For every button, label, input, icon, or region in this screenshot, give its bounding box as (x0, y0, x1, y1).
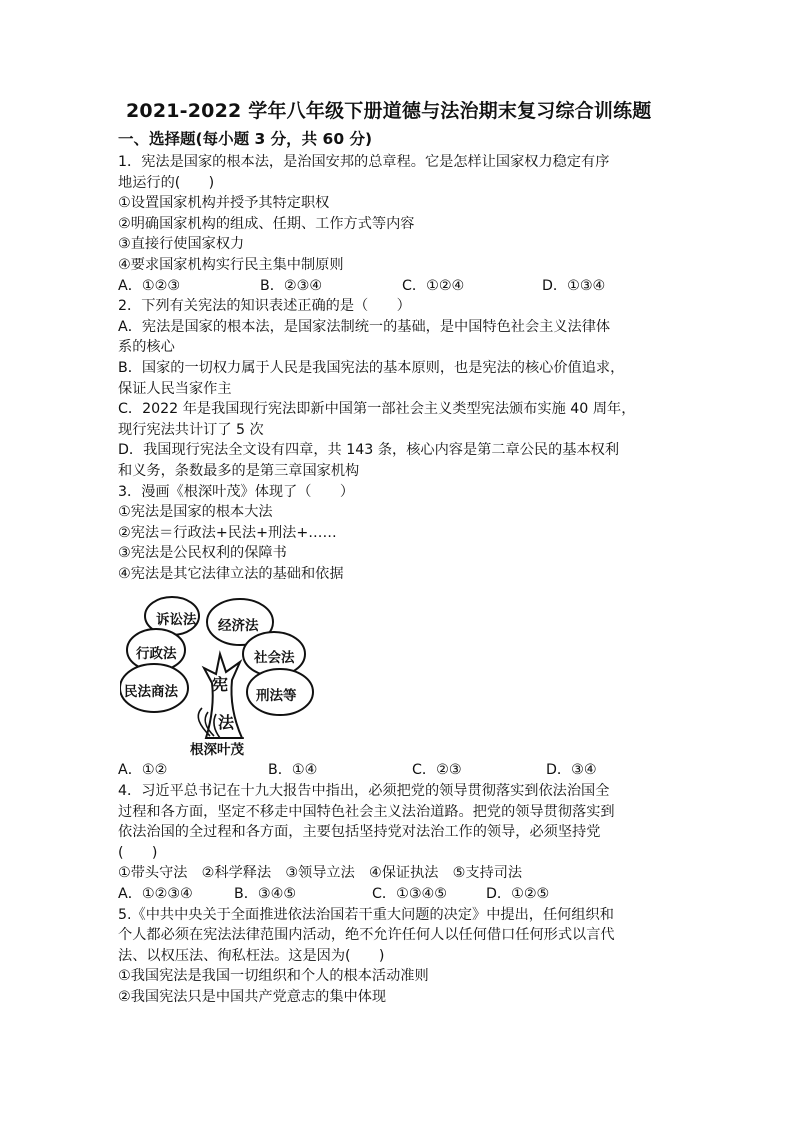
question-3 (118, 482, 688, 782)
q1-option-c[interactable]: C．①②④ (402, 277, 465, 294)
tree-label-administrative: 行政法 (136, 646, 177, 663)
q1-item-1: ①设置国家机构并授予其特定职权 (118, 195, 330, 212)
tree-label-social: 社会法 (254, 650, 295, 667)
q1-stem-line-2: 地运行的( ) (118, 174, 215, 191)
tree-caption: 根深叶茂 (190, 742, 244, 759)
tree-label-criminal: 刑法等 (256, 688, 297, 705)
question-1 (118, 152, 688, 296)
q2-option-c-line-1[interactable]: C．2022 年是我国现行宪法即新中国第一部社会主义类型宪法颁布实施 40 周年， (118, 401, 636, 418)
q4-options (118, 884, 688, 905)
q4-option-b[interactable]: B．③④⑤ (234, 886, 297, 903)
q3-option-b[interactable]: B．①④ (268, 762, 318, 779)
q4-option-c[interactable]: C．①③④⑤ (372, 886, 447, 903)
q1-item-2: ②明确国家机构的组成、任期、工作方式等内容 (118, 215, 415, 232)
q3-option-c[interactable]: C．②③ (412, 762, 462, 779)
q3-item-1: ①宪法是国家的根本大法 (118, 504, 273, 521)
tree-label-litigation: 诉讼法 (156, 612, 197, 629)
exam-page (118, 96, 688, 1008)
q5-item-1: ①我国宪法是我国一切组织和个人的根本活动准则 (118, 968, 429, 985)
question-5 (118, 905, 688, 1008)
tree-cartoon (120, 588, 320, 758)
q1-option-a[interactable]: A．①②③ (118, 277, 181, 294)
tree-label-civil-commercial: 民法商法 (124, 684, 178, 701)
q5-item-2: ②我国宪法只是中国共产党意志的集中体现 (118, 989, 387, 1005)
exam-title: 2021-2022 学年八年级下册道德与法治期末复习综合训练题 (126, 100, 652, 122)
q1-item-3: ③直接行使国家权力 (118, 236, 245, 253)
q5-stem-line-3: 法、以权压法、徇私枉法。这是因为( ) (118, 947, 385, 964)
q2-option-b-line-2: 保证人民当家作主 (118, 380, 232, 397)
q2-option-d-line-1[interactable]: D．我国现行宪法全文设有四章，共 143 条，核心内容是第二章公民的基本权利 (118, 442, 620, 459)
q3-item-4: ④宪法是其它法律立法的基础和依据 (118, 565, 344, 582)
question-4 (118, 781, 688, 905)
q1-stem-line-1: 1．宪法是国家的根本法，是治国安邦的总章程。它是怎样让国家权力稳定有序 (118, 154, 610, 170)
q4-stem-line-3: 依法治国的全过程和各方面，主要包括坚持党对法治工作的领导，必须坚持党 (118, 824, 601, 841)
q2-option-a-line-1[interactable]: A．宪法是国家的根本法，是国家法制统一的基础，是中国特色社会主义法律体 (118, 318, 611, 335)
tree-label-economic: 经济法 (218, 618, 259, 635)
q5-stem-line-1: 5.《中共中央关于全面推进依法治国若干重大问题的决定》中提出，任何组织和 (118, 906, 614, 923)
q2-stem: 2．下列有关宪法的知识表述正确的是（ ） (118, 298, 411, 315)
q2-option-a-line-2: 系的核心 (118, 339, 175, 356)
q4-stem-line-2: 过程和各方面，坚定不移走中国特色社会主义法治道路。把党的领导贯彻落实到 (118, 803, 615, 820)
q1-option-b[interactable]: B．②③④ (260, 277, 323, 294)
q3-item-3: ③宪法是公民权利的保障书 (118, 545, 287, 562)
tree-trunk-char-1: 宪 (212, 675, 229, 695)
question-2 (118, 296, 688, 481)
q1-option-d[interactable]: D．①③④ (542, 277, 606, 294)
q3-option-a[interactable]: A．①② (118, 762, 168, 779)
q4-option-d[interactable]: D．①②⑤ (486, 886, 550, 903)
q4-stem-line-1: 4．习近平总书记在十九大报告中指出，必须把党的领导贯彻落实到依法治国全 (118, 783, 610, 800)
q1-options (118, 276, 688, 297)
q2-option-d-line-2: 和义务，条数最多的是第三章国家机构 (118, 462, 360, 479)
q4-stem-line-4: ( ) (118, 844, 158, 861)
q3-options (118, 760, 688, 781)
tree-trunk-char-2: 法 (218, 713, 235, 733)
section-heading: 一、选择题(每小题 3 分，共 60 分) (118, 130, 373, 148)
q1-item-4: ④要求国家机构实行民主集中制原则 (118, 256, 344, 273)
q2-option-c-line-2: 现行宪法共计订了 5 次 (118, 421, 264, 438)
q3-stem: 3．漫画《根深叶茂》体现了（ ） (118, 483, 355, 500)
q4-option-a[interactable]: A．①②③④ (118, 886, 193, 903)
q5-stem-line-2: 个人都必须在宪法法律范围内活动，绝不允许任何人以任何借口任何形式以言代 (118, 927, 615, 944)
q3-item-2: ②宪法＝行政法+民法+刑法+…… (118, 524, 337, 541)
q3-option-d[interactable]: D．③④ (546, 762, 597, 779)
q4-items: ①带头守法 ②科学释法 ③领导立法 ④保证执法 ⑤支持司法 (118, 865, 523, 882)
q2-option-b-line-1[interactable]: B．国家的一切权力属于人民是我国宪法的基本原则，也是宪法的核心价值追求， (118, 359, 625, 376)
